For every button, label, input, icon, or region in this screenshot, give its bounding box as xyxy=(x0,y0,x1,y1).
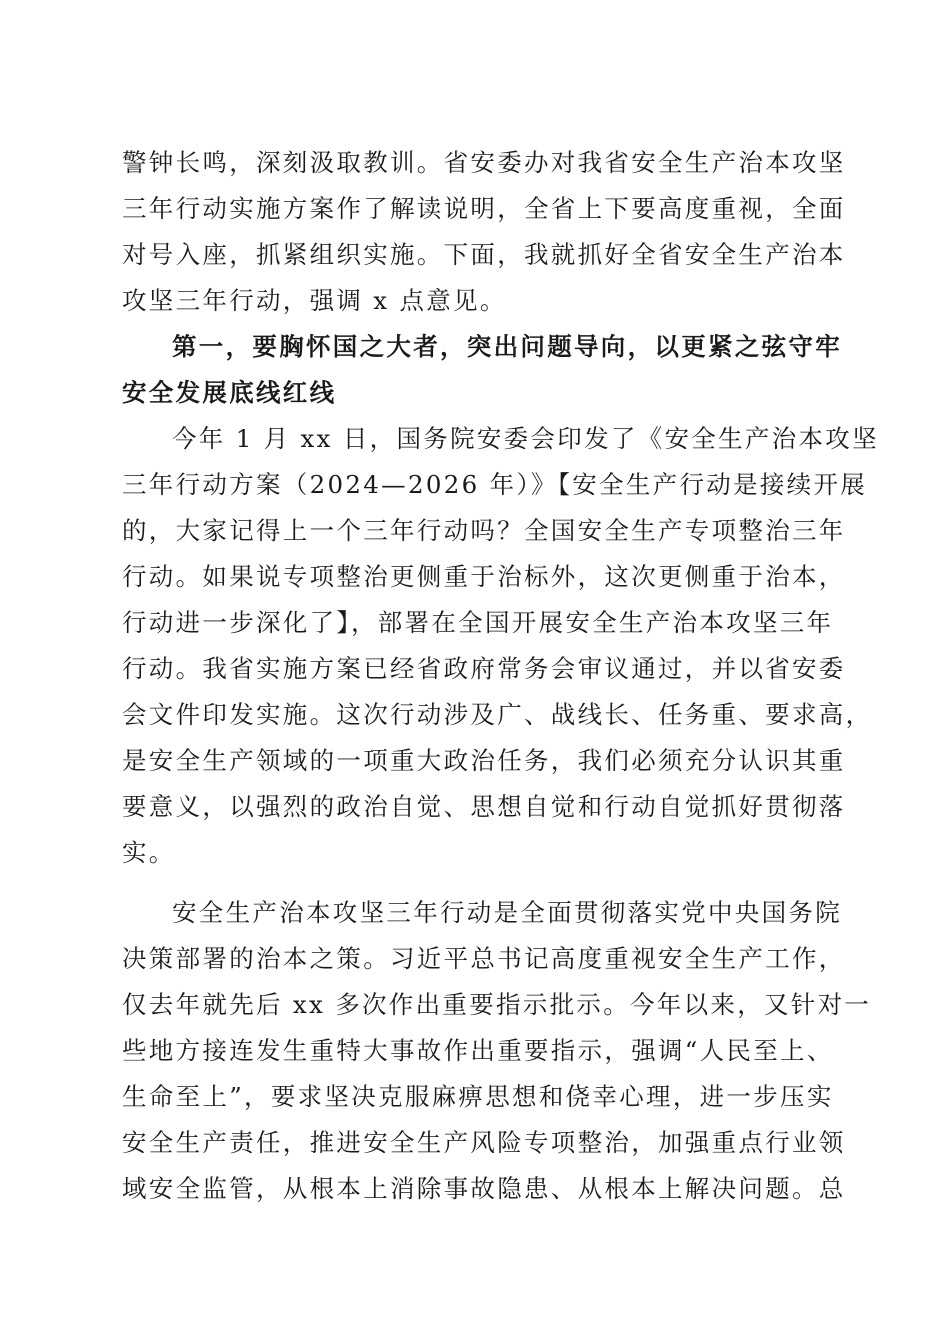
text-line: 行动。如果说专项整治更侧重于治标外，这次更侧重于治本， xyxy=(122,562,846,591)
text-line: 安全生产责任，推进安全生产风险专项整治，加强重点行业领 xyxy=(122,1128,846,1157)
text-line: 要意义，以强烈的政治自觉、思想自觉和行动自觉抓好贯彻落 xyxy=(122,792,846,821)
heading-line: 安全发展底线红线 xyxy=(122,378,337,407)
text-line: 警钟长鸣，深刻汲取教训。省安委办对我省安全生产治本攻坚 xyxy=(122,148,846,177)
text-line: 攻坚三年行动，强调 x 点意见。 xyxy=(122,286,507,315)
text-line: 会文件印发实施。这次行动涉及广、战线长、任务重、要求高， xyxy=(122,700,873,729)
text-line: 域安全监管，从根本上消除事故隐患、从根本上解决问题。总 xyxy=(122,1174,846,1203)
heading-line: 第一，要胸怀国之大者，突出问题导向，以更紧之弦守牢 xyxy=(172,332,842,361)
text-line: 行动。我省实施方案已经省政府常务会审议通过，并以省安委 xyxy=(122,654,846,683)
paragraph-2 xyxy=(122,416,879,876)
text-line: 安全生产治本攻坚三年行动是全面贯彻落实党中央国务院 xyxy=(172,898,842,927)
text-line: 三年行动实施方案作了解读说明，全省上下要高度重视，全面 xyxy=(122,194,846,223)
text-line: 行动进一步深化了】，部署在全国开展安全生产治本攻坚三年 xyxy=(122,608,834,637)
text-line: 对号入座，抓紧组织实施。下面，我就抓好全省安全生产治本 xyxy=(122,240,846,269)
paragraph-spacer xyxy=(122,876,828,890)
text-line: 决策部署的治本之策。习近平总书记高度重视安全生产工作， xyxy=(122,944,846,973)
section-heading xyxy=(122,324,842,416)
text-line: 仅去年就先后 xx 多次作出重要指示批示。今年以来，又针对一 xyxy=(122,990,872,1019)
paragraph-3 xyxy=(122,890,872,1212)
document-body xyxy=(122,140,879,1212)
text-line: 实。 xyxy=(122,838,176,867)
text-line: 三年行动方案（2024—2026 年）》【安全生产行动是接续开展 xyxy=(122,470,868,499)
text-line: 些地方接连发生重特大事故作出重要指示，强调“人民至上、 xyxy=(122,1036,834,1065)
text-line: 今年 1 月 xx 日，国务院安委会印发了《安全生产治本攻坚 xyxy=(172,424,879,453)
text-line: 的，大家记得上一个三年行动吗？全国安全生产专项整治三年 xyxy=(122,516,846,545)
text-line: 是安全生产领域的一项重大政治任务，我们必须充分认识其重 xyxy=(122,746,846,775)
text-line: 生命至上”，要求坚决克服麻痹思想和侥幸心理，进一步压实 xyxy=(122,1082,834,1111)
paragraph-1 xyxy=(122,140,846,324)
